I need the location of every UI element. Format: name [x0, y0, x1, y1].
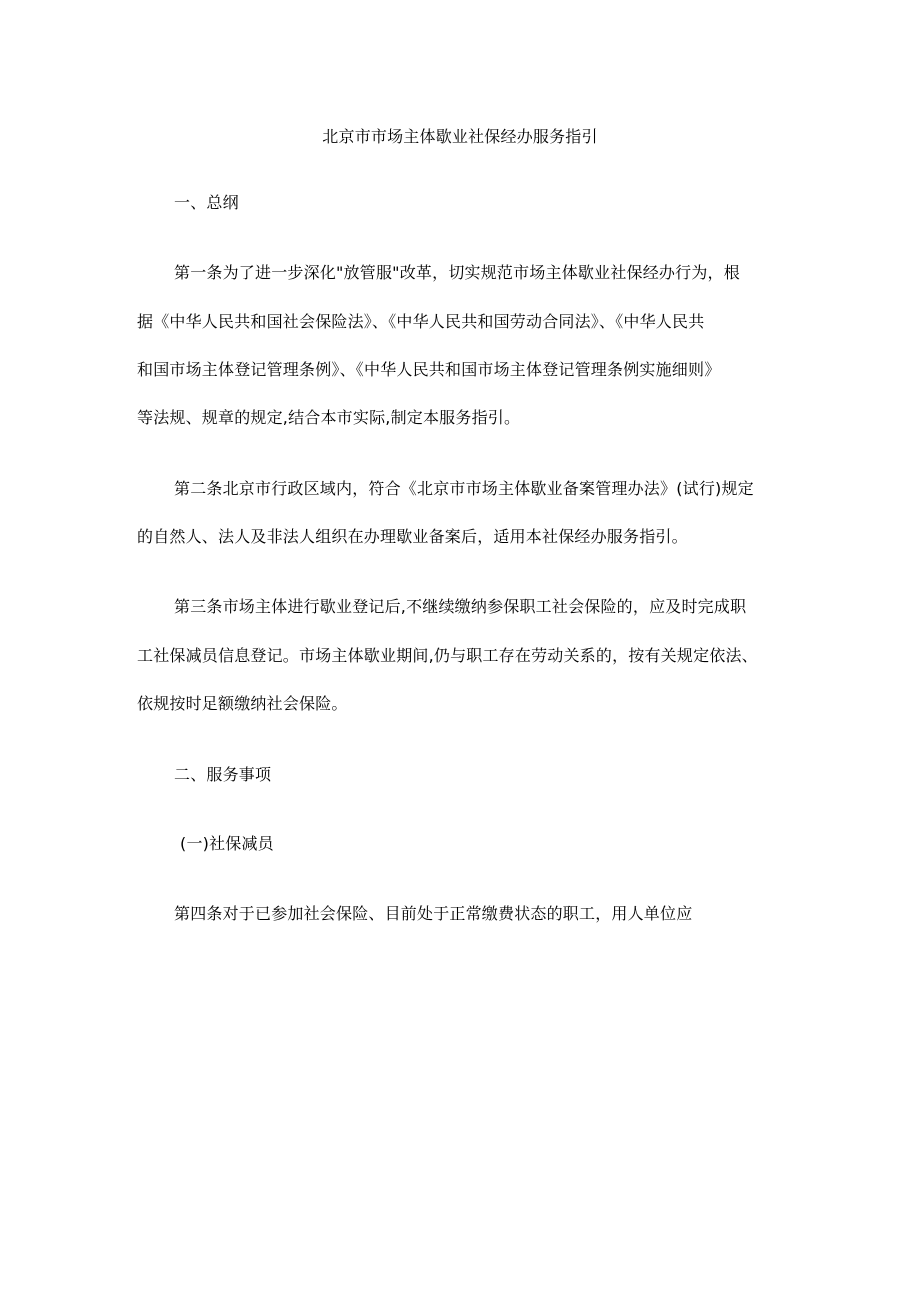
article-1-line-1: 第一条为了进一步深化"放管服"改革，切实规范市场主体歇业社保经办行为，根 — [174, 263, 740, 282]
article-2-line-1: 第二条北京市行政区域内，符合《北京市市场主体歇业备案管理办法》(试行)规定 — [174, 479, 754, 498]
document-title: 北京市市场主体歇业社保经办服务指引 — [322, 127, 598, 146]
article-1-line-2: 据《中华人民共和国社会保险法》、《中华人民共和国劳动合同法》、《中华人民共 — [137, 312, 705, 331]
subsection-heading-insurance-reduction: (一)社保减员 — [180, 834, 274, 853]
article-1-line-3: 和国市场主体登记管理条例》、《中华人民共和国市场主体登记管理条例实施细则》 — [137, 360, 721, 379]
article-1-line-4: 等法规、规章的规定,结合本市实际,制定本服务指引。 — [137, 408, 521, 427]
article-3-line-3: 依规按时足额缴纳社会保险。 — [137, 694, 348, 713]
section-heading-services: 二、服务事项 — [174, 765, 272, 784]
article-3-line-1: 第三条市场主体进行歇业登记后,不继续缴纳参保职工社会保险的，应及时完成职 — [174, 597, 747, 616]
article-2-line-2: 的自然人、法人及非法人组织在办理歇业备案后，适用本社保经办服务指引。 — [137, 527, 688, 546]
article-3-line-2: 工社保减员信息登记。市场主体歇业期间,仍与职工存在劳动关系的，按有关规定依法、 — [137, 646, 758, 665]
article-4-line-1: 第四条对于已参加社会保险、目前处于正常缴费状态的职工，用人单位应 — [174, 904, 693, 923]
section-heading-general: 一、总纲 — [174, 193, 239, 212]
